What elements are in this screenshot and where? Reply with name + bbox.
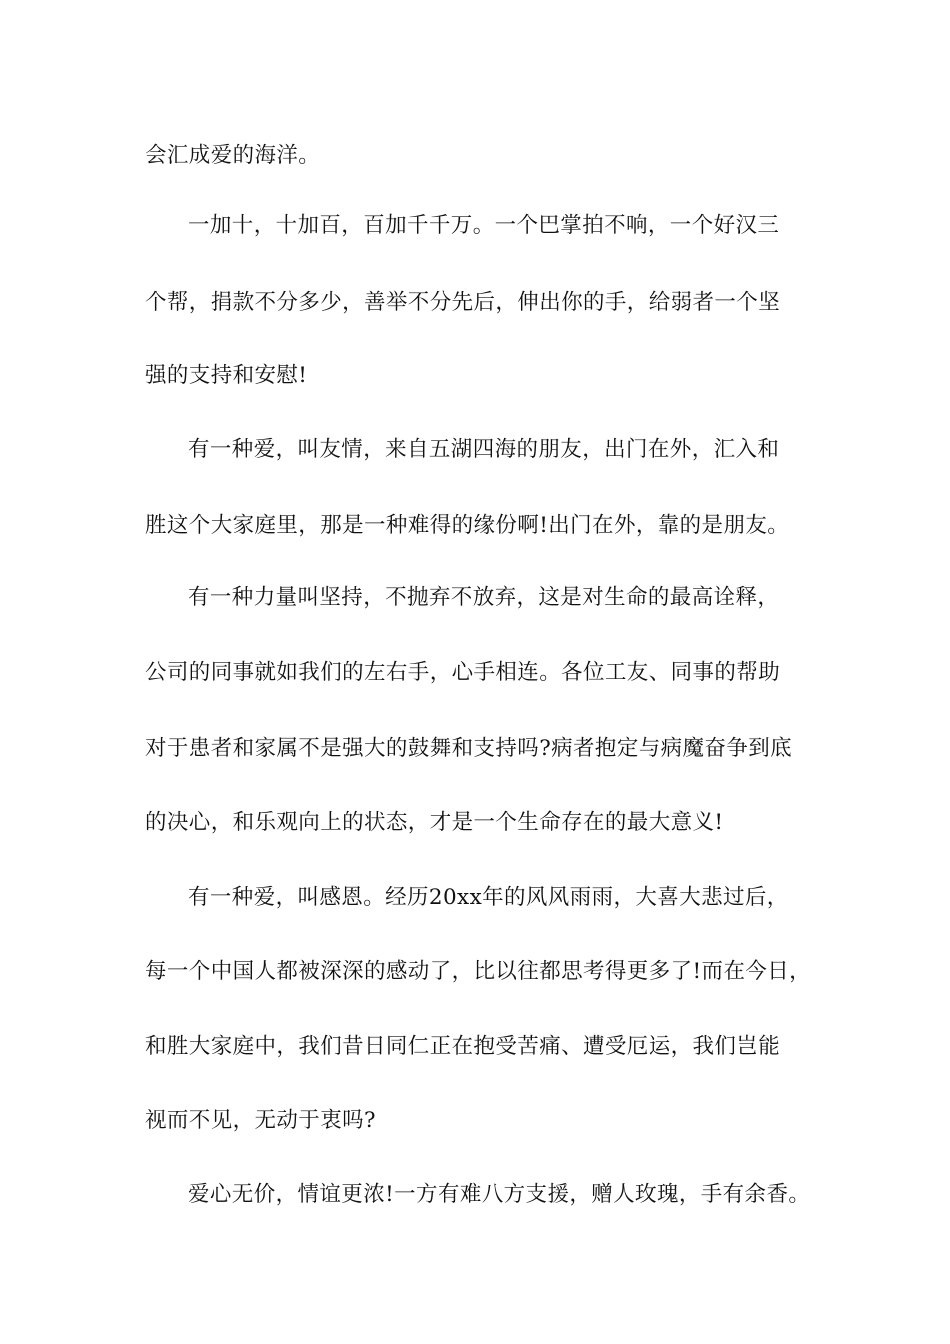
text-line-14: 视而不见，无动于衷吗? [145, 1108, 376, 1133]
text-line-9: 对于患者和家属不是强大的鼓舞和支持吗?病者抱定与病魔奋争到底 [145, 736, 793, 761]
text-line-1: 会汇成爱的海洋。 [145, 143, 321, 168]
text-line-2: 一加十，十加百，百加千千万。一个巴掌拍不响，一个好汉三 [188, 213, 780, 238]
text-line-10: 的决心，和乐观向上的状态，才是一个生命存在的最大意义! [145, 810, 724, 835]
text-line-15: 爱心无价，情谊更浓!一方有难八方支援，赠人玫瑰，手有余香。 [188, 1182, 811, 1207]
text-line-12: 每一个中国人都被深深的感动了，比以往都思考得更多了!而在今日， [145, 959, 812, 984]
text-line-4: 强的支持和安慰! [145, 363, 308, 388]
text-line-6: 胜这个大家庭里，那是一种难得的缘份啊!出门在外，靠的是朋友。 [145, 513, 790, 538]
text-line-13: 和胜大家庭中，我们昔日同仁正在抱受苦痛、遭受厄运，我们岂能 [145, 1034, 781, 1059]
text-line-7: 有一种力量叫坚持，不抛弃不放弃，这是对生命的最高诠释， [188, 585, 780, 610]
text-line-5: 有一种爱，叫友情，来自五湖四海的朋友，出门在外，汇入和 [188, 437, 780, 462]
text-line-3: 个帮，捐款不分多少，善举不分先后，伸出你的手，给弱者一个坚 [145, 290, 781, 315]
text-line-8: 公司的同事就如我们的左右手，心手相连。各位工友、同事的帮助 [145, 660, 781, 685]
text-line-11: 有一种爱，叫感恩。经历20xx年的风风雨雨，大喜大悲过后， [188, 885, 789, 910]
